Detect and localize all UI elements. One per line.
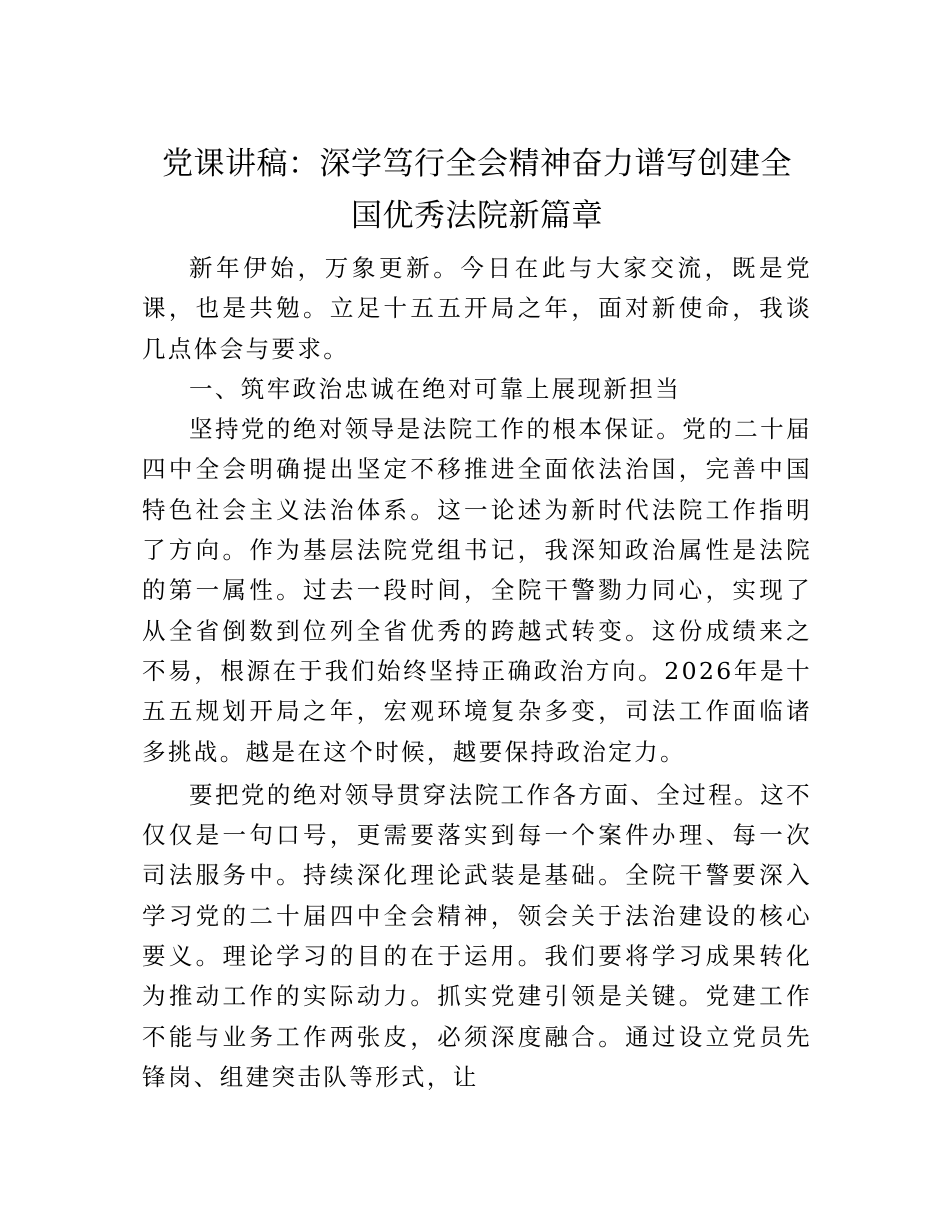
title-line-2: 国优秀法院新篇章 <box>351 198 603 234</box>
body-paragraph-1: 坚持党的绝对领导是法院工作的根本保证。党的二十届四中全会明确提出坚定不移推进全面依法治国，完善中国特色社会主义法治体系。这一论述为新时代法院工作指明了方向。作为基层法院党组书记，我深知政治属性是法院的第一属性。过去一段时间，全院干警勠力同心，实现了从全省倒数到位列全省优秀的跨越式转变。这份成绩来之不易，根源在于我们始终坚持正确政治方向。2026年是十五五规划开局之年，宏观环境复杂多变，司法工作面临诸多挑战。越是在这个时候，越要保持政治定力。 <box>142 415 812 766</box>
document-page <box>142 138 812 1097</box>
section-heading-1: 一、筑牢政治忠诚在绝对可靠上展现新担当 <box>189 374 682 403</box>
title-line-1: 党课讲稿：深学笃行全会精神奋力谱写创建全 <box>162 146 792 182</box>
intro-paragraph: 新年伊始，万象更新。今日在此与大家交流，既是党课，也是共勉。立足十五五开局之年，面对新使命，我谈几点体会与要求。 <box>142 254 812 363</box>
body-paragraph-2: 要把党的绝对领导贯穿法院工作各方面、全过程。这不仅仅是一句口号，更需要落实到每一个案件办理、每一次司法服务中。持续深化理论武装是基础。全院干警要深入学习党的二十届四中全会精神，领会关于法治建设的核心要义。理论学习的目的在于运用。我们要将学习成果转化为推动工作的实际动力。抓实党建引领是关键。党建工作不能与业务工作两张皮，必须深度融合。通过设立党员先锋岗、组建突击队等形式，让 <box>142 780 812 1091</box>
document-title <box>142 138 812 242</box>
